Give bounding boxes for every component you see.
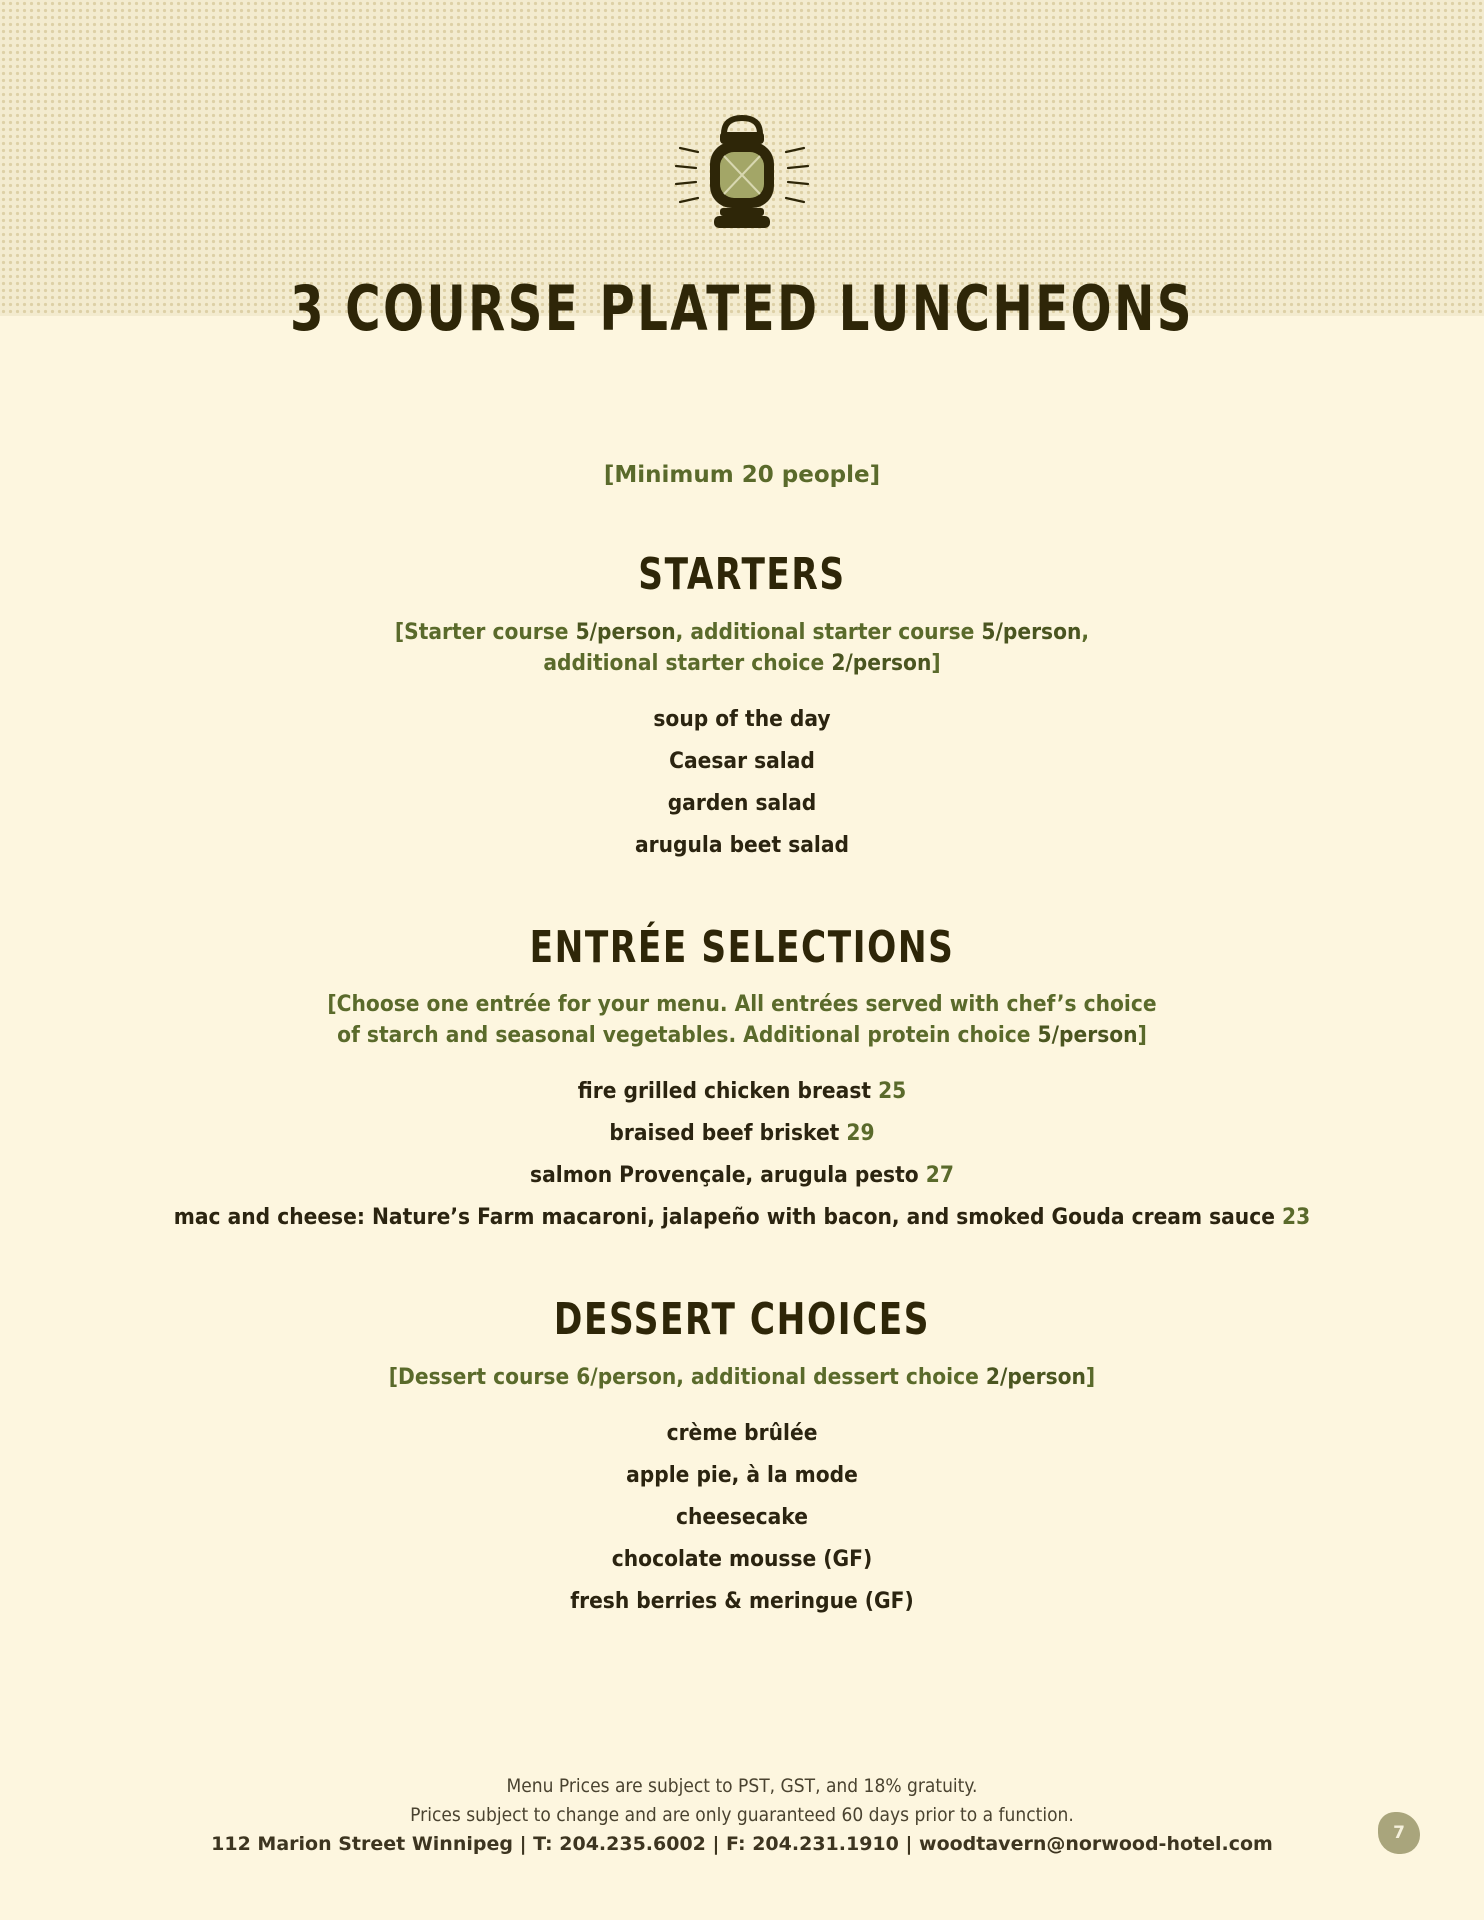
dessert-list: [0, 1413, 1484, 1623]
section-entrees: [0, 923, 1484, 1240]
list-item: [59, 1497, 1424, 1539]
section-heading: STARTERS: [638, 549, 846, 600]
section-note: [59, 989, 1424, 1051]
list-item: [59, 1413, 1424, 1455]
lantern-icon: [670, 112, 814, 240]
note-text: [Starter course: [394, 619, 576, 645]
section-starters: [0, 550, 1484, 867]
note-text: ]: [1137, 1023, 1147, 1049]
list-item: [59, 1455, 1424, 1497]
list-item: [59, 1155, 1424, 1197]
item-name: Caesar salad: [669, 748, 815, 774]
note-text: , additional starter course: [675, 619, 982, 645]
note-text: ]: [1085, 1364, 1096, 1390]
item-name: cheesecake: [676, 1504, 808, 1530]
minimum-note: [Minimum 20 people]: [603, 462, 881, 488]
footer: [0, 1772, 1484, 1859]
list-item: [59, 741, 1424, 783]
page-title: 3 COURSE PLATED LUNCHEONS: [290, 272, 1194, 345]
item-price: 23: [1282, 1205, 1311, 1231]
note-text: of starch and seasonal vegetables. Additional protein choice: [337, 1023, 1038, 1049]
footer-price-note: Prices subject to change and are only guaranteed 60 days prior to a function.: [410, 1804, 1074, 1826]
footer-contact: 112 Marion Street Winnipeg | T: 204.235.6002 | F: 204.231.1910 | woodtavern@norwood-hotel.com: [211, 1833, 1273, 1855]
note-price: 5/person: [981, 619, 1082, 645]
item-price: 29: [846, 1121, 875, 1147]
item-name: braised beef brisket: [609, 1121, 840, 1147]
starter-list: [0, 699, 1484, 867]
note-text: ,: [1081, 619, 1090, 645]
section-heading: DESSERT CHOICES: [553, 1294, 931, 1346]
item-price: 27: [925, 1163, 954, 1189]
item-name: mac and cheese: Nature’s Farm macaroni, jalapeño with bacon, and smoked Gouda cream sauce: [173, 1205, 1275, 1231]
item-name: crème brûlée: [666, 1420, 818, 1446]
list-item: [59, 1581, 1424, 1623]
page-number-badge: 7: [1378, 1812, 1420, 1854]
section-note: [59, 1362, 1424, 1393]
item-price: 25: [878, 1079, 907, 1105]
item-name: soup of the day: [653, 706, 831, 732]
item-name: fresh berries & meringue (GF): [570, 1588, 914, 1614]
list-item: [59, 825, 1424, 867]
note-text: [Dessert course 6/person, additional dessert choice: [388, 1364, 986, 1390]
list-item: [59, 783, 1424, 825]
footer-tax-note: Menu Prices are subject to PST, GST, and 18% gratuity.: [506, 1775, 978, 1797]
item-name: garden salad: [667, 790, 817, 816]
section-heading: ENTRÉE SELECTIONS: [529, 921, 955, 973]
item-name: chocolate mousse (GF): [611, 1546, 873, 1572]
menu-content: [0, 462, 1484, 1679]
note-price: 2/person: [985, 1364, 1086, 1390]
note-price: 2/person: [831, 650, 932, 676]
list-item: [59, 1071, 1424, 1113]
note-text: ]: [931, 650, 941, 676]
entree-list: [0, 1071, 1484, 1239]
section-note: [59, 617, 1424, 679]
list-item: [59, 1113, 1424, 1155]
item-name: arugula beet salad: [634, 832, 850, 858]
item-name: salmon Provençale, arugula pesto: [530, 1163, 919, 1189]
note-text: additional starter choice: [543, 650, 832, 676]
item-name: fire grilled chicken breast: [577, 1079, 872, 1105]
list-item: [59, 1539, 1424, 1581]
note-price: 5/person: [1037, 1023, 1138, 1049]
list-item: [59, 1197, 1424, 1239]
section-desserts: [0, 1295, 1484, 1623]
list-item: [59, 699, 1424, 741]
note-text: [Choose one entrée for your menu. All entrées served with chef’s choice: [327, 992, 1157, 1018]
note-price: 5/person: [575, 619, 676, 645]
item-name: apple pie, à la mode: [626, 1462, 858, 1488]
